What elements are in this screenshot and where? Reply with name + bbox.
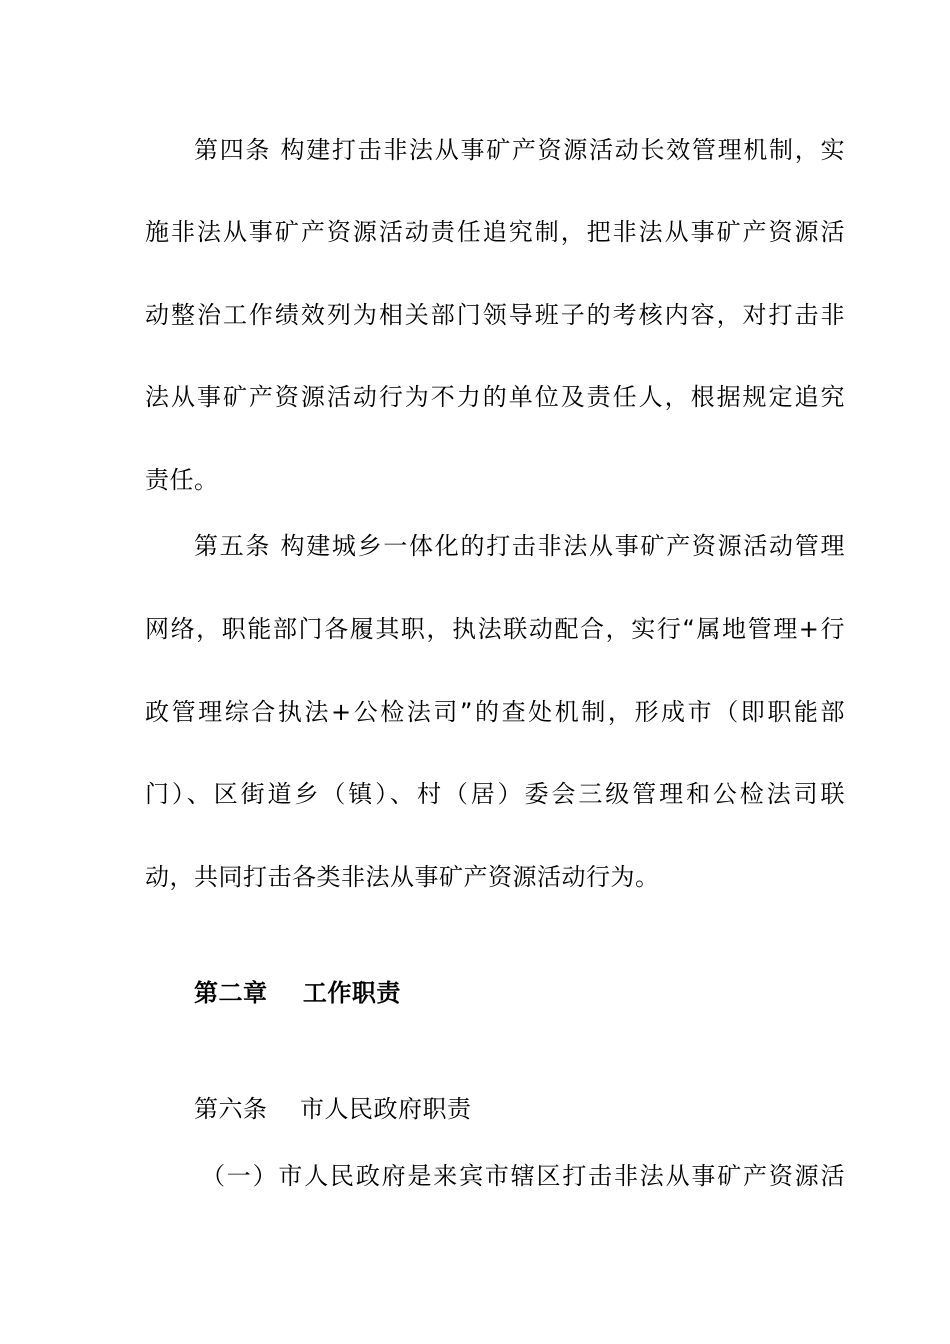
article-5-line-4: 门）、区街道乡（镇）、村（居）委会三级管理和公检法司联: [145, 780, 845, 808]
article-5-line-1: 第五条 构建城乡一体化的打击非法从事矿产资源活动管理: [194, 532, 845, 560]
article-4-line-1: 第四条 构建打击非法从事矿产资源活动长效管理机制，实: [194, 136, 845, 164]
article-5-line-3: 政管理综合执法+公检法司”的查处机制，形成市（即职能部: [145, 698, 845, 726]
chapter-2-title: 第二章 工作职责: [194, 979, 401, 1007]
article-6-title: 第六条 市人民政府职责: [194, 1095, 472, 1123]
article-6-line-1: （一）市人民政府是来宾市辖区打击非法从事矿产资源活: [201, 1162, 845, 1190]
article-5-line-5: 动，共同打击各类非法从事矿产资源活动行为。: [145, 863, 660, 891]
article-4-line-5: 责任。: [145, 466, 219, 494]
article-4-line-3: 动整治工作绩效列为相关部门领导班子的考核内容，对打击非: [145, 301, 845, 329]
article-5-line-2: 网络，职能部门各履其职，执法联动配合，实行“属地管理+行: [145, 615, 845, 643]
article-4-line-2: 施非法从事矿产资源活动责任追究制，把非法从事矿产资源活: [145, 218, 845, 246]
article-4-line-4: 法从事矿产资源活动行为不力的单位及责任人，根据规定追究: [145, 383, 845, 411]
